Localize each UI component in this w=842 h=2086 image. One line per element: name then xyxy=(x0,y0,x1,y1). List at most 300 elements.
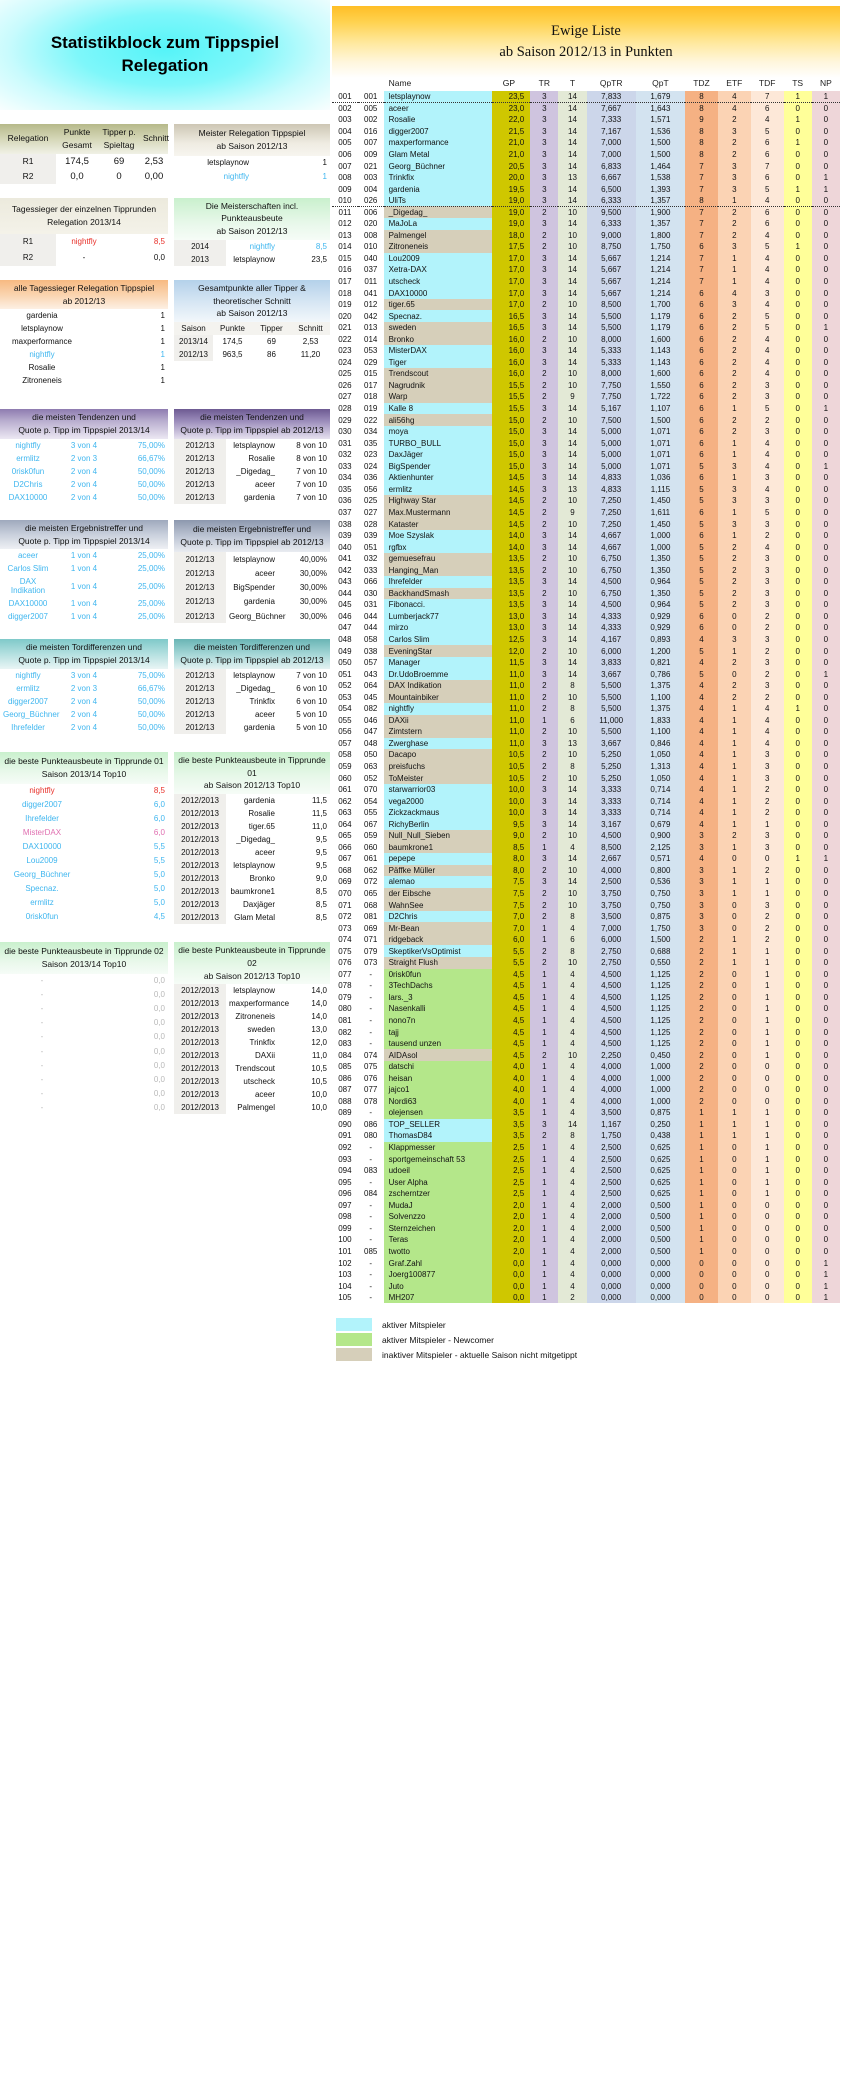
cell-qpt: 1,679 xyxy=(636,91,685,103)
table-row xyxy=(332,899,840,911)
table-row xyxy=(174,156,330,170)
table-row xyxy=(332,484,840,496)
cell-punkte: 0,0 xyxy=(56,169,98,184)
cell-tdf: 1 xyxy=(751,1142,784,1154)
cell-rank: 034 xyxy=(338,473,352,483)
cell-ts: 0 xyxy=(784,1084,812,1096)
table-row xyxy=(332,206,840,218)
cell-tr: 2 xyxy=(530,368,558,380)
cell-quote: 50,00% xyxy=(137,696,165,706)
table-row xyxy=(332,195,840,207)
cell-prev-rank: - xyxy=(369,1039,373,1049)
cell-name: Zitroneneis xyxy=(384,241,492,253)
cell-gp: 4,5 xyxy=(492,1003,531,1015)
cell-name: DAXii xyxy=(254,1051,275,1061)
cell-np: 0 xyxy=(812,518,840,530)
block-title: die meisten Tordifferenzen und Quote p. Tipp im Tippspiel 2013/14 xyxy=(0,639,168,669)
table-row xyxy=(174,1036,330,1049)
cell-ts: 0 xyxy=(784,934,812,946)
cell-etf: 1 xyxy=(718,703,751,715)
cell-etf: 1 xyxy=(718,403,751,415)
cell-prev-rank: - xyxy=(369,1223,373,1233)
cell-etf: 0 xyxy=(718,1211,751,1223)
cell-tr: 2 xyxy=(530,680,558,692)
table-row xyxy=(332,1142,840,1154)
cell-etf: 2 xyxy=(718,414,751,426)
cell-ts: 0 xyxy=(784,1153,812,1165)
table-row xyxy=(174,335,330,348)
cell-name: ali56hg xyxy=(384,414,492,426)
col-header-tdz: TDZ xyxy=(685,78,718,91)
cell-name: datschi xyxy=(384,1061,492,1073)
cell-value: 0,0 xyxy=(153,990,165,1000)
cell-value: 1 xyxy=(160,363,165,373)
cell-name: maxperformance xyxy=(229,999,290,1009)
cell-tr: 3 xyxy=(530,218,558,230)
cell-ts: 1 xyxy=(784,241,812,253)
table-row xyxy=(332,830,840,842)
cell-name: letsplaynow xyxy=(21,324,63,334)
cell-tr: 3 xyxy=(530,160,558,172)
cell-tdf: 7 xyxy=(751,91,784,103)
cell-gp: 9,0 xyxy=(492,830,531,842)
cell-np: 0 xyxy=(812,149,840,161)
cell-name: lars._3 xyxy=(384,992,492,1004)
cell-value: 5,0 xyxy=(153,870,165,880)
cell-tdf: 5 xyxy=(751,183,784,195)
cell-qpt: 1,071 xyxy=(636,449,685,461)
cell-name: baumkrone1 xyxy=(230,887,275,896)
cell-qpt: 0,929 xyxy=(636,622,685,634)
cell-t: 8 xyxy=(558,761,586,773)
cell-prev-rank: 067 xyxy=(364,819,378,829)
cell-name: Päffke Müller xyxy=(384,865,492,877)
cell-qptr: 5,000 xyxy=(587,437,636,449)
cell-tdf: 0 xyxy=(751,1292,784,1304)
cell-prev-rank: 007 xyxy=(364,138,378,148)
cell-etf: 3 xyxy=(718,183,751,195)
cell-tdz: 0 xyxy=(685,1269,718,1281)
cell-gp: 17,0 xyxy=(492,276,531,288)
cell-tdf: 2 xyxy=(751,691,784,703)
cell-etf: 0 xyxy=(718,1269,751,1281)
cell-gp: 17,0 xyxy=(492,287,531,299)
cell-gp: 2,0 xyxy=(492,1223,531,1235)
cell-tdf: 4 xyxy=(751,333,784,345)
cell-year: 2013 xyxy=(174,253,226,266)
table-row xyxy=(332,1246,840,1258)
cell-gp: 6,0 xyxy=(492,934,531,946)
table-row xyxy=(332,588,840,600)
cell-etf: 0 xyxy=(718,1096,751,1108)
cell-etf: 1 xyxy=(718,437,751,449)
table-row xyxy=(332,518,840,530)
cell-ts: 0 xyxy=(784,899,812,911)
cell-ts: 0 xyxy=(784,310,812,322)
cell-rank: 038 xyxy=(338,519,352,529)
cell-name: nightfly xyxy=(223,172,249,182)
cell-rank: 010 xyxy=(332,195,358,207)
cell-ts: 0 xyxy=(784,472,812,484)
cell-t: 4 xyxy=(558,1038,586,1050)
cell-tdz: 6 xyxy=(685,322,718,334)
col-header-relegation: Relegation xyxy=(0,124,56,154)
left-statistics-column xyxy=(0,0,330,1114)
cell-tdz: 7 xyxy=(685,264,718,276)
page-title-line2: Relegation xyxy=(121,56,209,75)
cell-tdz: 4 xyxy=(685,715,718,727)
cell-saison: 2012/13 xyxy=(174,491,226,504)
table-tagessieger-tipprunden xyxy=(0,198,168,266)
cell-qptr: 7,250 xyxy=(587,495,636,507)
cell-tdf: 3 xyxy=(751,391,784,403)
cell-name: pepepe xyxy=(384,853,492,865)
cell-rank: 017 xyxy=(338,277,352,287)
cell-qptr: 8,500 xyxy=(587,299,636,311)
cell-tdf: 4 xyxy=(751,195,784,207)
cell-qptr: 5,667 xyxy=(587,253,636,265)
cell-qptr: 2,500 xyxy=(587,1176,636,1188)
legend-swatch-inactive xyxy=(336,1348,372,1361)
cell-qpt: 1,357 xyxy=(636,218,685,230)
cell-tdz: 5 xyxy=(685,461,718,473)
cell-prev-rank: 081 xyxy=(364,912,378,922)
cell-name: tiger.65 xyxy=(248,822,275,831)
cell-etf: 2 xyxy=(718,322,751,334)
block-title: die meisten Tendenzen und Quote p. Tipp im Tippspiel 2013/14 xyxy=(0,409,168,439)
cell-qptr: 4,500 xyxy=(587,1026,636,1038)
cell-tdz: 1 xyxy=(685,1223,718,1235)
cell-t: 4 xyxy=(558,1188,586,1200)
cell-etf: 2 xyxy=(718,599,751,611)
cell-etf: 0 xyxy=(718,1223,751,1235)
cell-tdf: 0 xyxy=(751,1211,784,1223)
table-row xyxy=(332,911,840,923)
cell-tdz: 4 xyxy=(685,818,718,830)
cell-ts: 0 xyxy=(784,299,812,311)
cell-np: 0 xyxy=(812,1176,840,1188)
table-meisterschaften-punkteausbeute xyxy=(174,198,330,266)
cell-gp: 14,0 xyxy=(492,530,531,542)
cell-name: Trendscout xyxy=(384,368,492,380)
cell-tr: 2 xyxy=(530,888,558,900)
cell-ts: 0 xyxy=(784,911,812,923)
cell-gp: 19,5 xyxy=(492,183,531,195)
cell-etf: 0 xyxy=(718,668,751,680)
cell-t: 10 xyxy=(558,865,586,877)
cell-rank: 053 xyxy=(338,692,352,702)
cell-t: 14 xyxy=(558,472,586,484)
cell-prev-rank: 048 xyxy=(364,738,378,748)
cell-qptr: 4,000 xyxy=(587,1072,636,1084)
table-row xyxy=(174,708,330,721)
block-title: Die Meisterschaften incl. Punkteausbeute ab Saison 2012/13 xyxy=(174,198,330,240)
cell-ts: 0 xyxy=(784,1211,812,1223)
cell-name: starwarrior03 xyxy=(384,784,492,796)
cell-prev-rank: 015 xyxy=(364,369,378,379)
cell-ts: 0 xyxy=(784,680,812,692)
cell-qptr: 2,000 xyxy=(587,1200,636,1212)
cell-name: tiger.65 xyxy=(384,299,492,311)
cell-t: 14 xyxy=(558,437,586,449)
cell-name: - xyxy=(40,990,44,1000)
cell-saison: 2012/13 xyxy=(174,595,226,609)
cell-tr: 1 xyxy=(530,1061,558,1073)
cell-qptr: 3,833 xyxy=(587,657,636,669)
cell-name: Lumberjack77 xyxy=(384,611,492,623)
cell-tdf: 0 xyxy=(751,853,784,865)
cell-gp: 20,5 xyxy=(492,160,531,172)
cell-gp: 3,5 xyxy=(492,1119,531,1131)
block-row-ergebnistreffer xyxy=(0,520,330,624)
cell-name: DAX10000 xyxy=(8,599,48,609)
cell-np: 0 xyxy=(812,1234,840,1246)
col-header-schnitt: Schnitt xyxy=(291,322,330,335)
cell-tipper: 86 xyxy=(267,350,276,359)
cell-np: 0 xyxy=(812,645,840,657)
table-row xyxy=(332,264,840,276)
cell-qpt: 0,550 xyxy=(636,957,685,969)
cell-prev-rank: 070 xyxy=(364,785,378,795)
cell-etf: 0 xyxy=(718,1165,751,1177)
cell-qptr: 8,000 xyxy=(587,333,636,345)
cell-gp: 7,5 xyxy=(492,876,531,888)
cell-ts: 0 xyxy=(784,876,812,888)
cell-von: 6 von 10 xyxy=(296,696,327,706)
page-title xyxy=(41,32,289,78)
cell-tdz: 5 xyxy=(685,576,718,588)
table-row xyxy=(174,581,330,595)
cell-t: 4 xyxy=(558,842,586,854)
cell-qptr: 8,500 xyxy=(587,842,636,854)
cell-qptr: 2,500 xyxy=(587,1188,636,1200)
cell-von: 7 von 10 xyxy=(296,492,327,502)
cell-np: 0 xyxy=(812,576,840,588)
cell-ts: 1 xyxy=(784,703,812,715)
table-row xyxy=(332,149,840,161)
cell-rank: 036 xyxy=(338,496,352,506)
cell-tdz: 4 xyxy=(685,807,718,819)
cell-qptr: 5,500 xyxy=(587,703,636,715)
cell-gp: 16,5 xyxy=(492,322,531,334)
cell-np: 0 xyxy=(812,1188,840,1200)
cell-tdz: 4 xyxy=(685,680,718,692)
cell-np: 0 xyxy=(812,1142,840,1154)
cell-ts: 0 xyxy=(784,403,812,415)
cell-value: 0,0 xyxy=(153,1018,165,1028)
table-row xyxy=(332,1165,840,1177)
cell-qptr: 7,750 xyxy=(587,391,636,403)
cell-np: 0 xyxy=(812,588,840,600)
cell-prev-rank: - xyxy=(369,1154,373,1164)
cell-np: 0 xyxy=(812,992,840,1004)
cell-qpt: 1,500 xyxy=(636,934,685,946)
table-row xyxy=(332,611,840,623)
cell-rank: 051 xyxy=(338,669,352,679)
cell-tdz: 4 xyxy=(685,761,718,773)
cell-prev-rank: 016 xyxy=(364,126,378,136)
table-row xyxy=(332,137,840,149)
cell-rank: 065 xyxy=(338,831,352,841)
cell-tdf: 4 xyxy=(751,541,784,553)
cell-tr: 3 xyxy=(530,484,558,496)
cell-rank: 039 xyxy=(338,531,352,541)
cell-etf: 0 xyxy=(718,992,751,1004)
table-row xyxy=(174,566,330,580)
table-row xyxy=(332,888,840,900)
cell-tdf: 6 xyxy=(751,149,784,161)
cell-etf: 1 xyxy=(718,530,751,542)
cell-qpt: 0,438 xyxy=(636,1130,685,1142)
cell-np: 1 xyxy=(812,1257,840,1269)
cell-qpt: 0,964 xyxy=(636,576,685,588)
cell-gp: 16,0 xyxy=(492,333,531,345)
block-title: die meisten Tordifferenzen und Quote p. Tipp im Tippspiel ab 2012/13 xyxy=(174,639,330,669)
cell-ts: 0 xyxy=(784,1280,812,1292)
cell-prev-rank: 063 xyxy=(364,761,378,771)
cell-name: ToMeister xyxy=(384,772,492,784)
cell-tr: 1 xyxy=(530,980,558,992)
cell-gp: 7,5 xyxy=(492,888,531,900)
cell-t: 10 xyxy=(558,414,586,426)
cell-tdz: 2 xyxy=(685,992,718,1004)
cell-tr: 3 xyxy=(530,253,558,265)
cell-etf: 2 xyxy=(718,310,751,322)
cell-etf: 1 xyxy=(718,807,751,819)
cell-qpt: 1,900 xyxy=(636,206,685,218)
cell-relegation: R1 xyxy=(0,154,56,169)
cell-quote: 25,00% xyxy=(137,599,165,609)
cell-tr: 3 xyxy=(530,738,558,750)
legend-label-active: aktiver Mitspieler xyxy=(382,1319,446,1330)
cell-name: Ihrefelder xyxy=(25,814,59,824)
cell-prev-rank: 065 xyxy=(364,889,378,898)
cell-tdf: 0 xyxy=(751,1257,784,1269)
cell-rank: 056 xyxy=(338,727,352,737)
cell-saison: 2012/13 xyxy=(174,581,226,595)
table-row xyxy=(332,795,840,807)
cell-t: 4 xyxy=(558,1015,586,1027)
cell-tr: 2 xyxy=(530,645,558,657)
cell-name: DAX10000 xyxy=(8,492,48,502)
cell-tdz: 4 xyxy=(685,795,718,807)
cell-rank: 019 xyxy=(338,300,352,310)
table-row xyxy=(332,1269,840,1281)
cell-t: 14 xyxy=(558,818,586,830)
cell-von: 7 von 10 xyxy=(296,670,327,680)
table-row xyxy=(332,253,840,265)
cell-gp: 13,5 xyxy=(492,576,531,588)
cell-gp: 3,5 xyxy=(492,1107,531,1119)
cell-name: gardenia xyxy=(243,597,275,607)
cell-name: Dacapo xyxy=(384,749,492,761)
cell-tdf: 4 xyxy=(751,253,784,265)
cell-name: - xyxy=(40,1088,44,1098)
cell-tr: 1 xyxy=(530,1269,558,1281)
cell-t: 10 xyxy=(558,588,586,600)
cell-name: nightfly xyxy=(384,703,492,715)
cell-prev-rank: 011 xyxy=(364,277,378,287)
table-row xyxy=(332,160,840,172)
cell-name: Graf.Zahl xyxy=(384,1257,492,1269)
cell-tr: 3 xyxy=(530,310,558,322)
cell-gp: 4,5 xyxy=(492,1015,531,1027)
cell-ts: 0 xyxy=(784,830,812,842)
cell-value: 10,0 xyxy=(311,1103,327,1113)
cell-tdf: 3 xyxy=(751,842,784,854)
cell-qptr: 4,833 xyxy=(587,484,636,496)
table-row xyxy=(332,380,840,392)
cell-tr: 3 xyxy=(530,183,558,195)
cell-np: 0 xyxy=(812,865,840,877)
cell-t: 8 xyxy=(558,1130,586,1142)
cell-tr: 1 xyxy=(530,1211,558,1223)
cell-prev-rank: 027 xyxy=(364,507,378,517)
cell-qpt: 1,115 xyxy=(636,484,685,496)
col-header-ts: TS xyxy=(784,78,812,91)
cell-tdf: 1 xyxy=(751,818,784,830)
cell-etf: 0 xyxy=(718,611,751,623)
col-header-name: Name xyxy=(384,78,492,91)
cell-value: 10,5 xyxy=(311,1077,327,1087)
cell-rank: 021 xyxy=(338,323,352,333)
cell-name: Zitroneneis xyxy=(22,376,62,386)
table-row xyxy=(332,1153,840,1165)
table-row xyxy=(0,491,168,504)
cell-qpt: 0,714 xyxy=(636,795,685,807)
cell-tr: 3 xyxy=(530,345,558,357)
cell-name: Lou2009 xyxy=(384,253,492,265)
cell-name: Lou2009 xyxy=(26,856,58,866)
table-row xyxy=(174,439,330,452)
cell-qptr: 5,000 xyxy=(587,461,636,473)
cell-tdz: 8 xyxy=(685,103,718,115)
cell-qptr: 2,000 xyxy=(587,1234,636,1246)
cell-tdf: 6 xyxy=(751,206,784,218)
cell-t: 4 xyxy=(558,1246,586,1258)
cell-ts: 0 xyxy=(784,149,812,161)
cell-ts: 0 xyxy=(784,1061,812,1073)
table-row xyxy=(0,708,168,721)
cell-np: 0 xyxy=(812,842,840,854)
cell-tr: 3 xyxy=(530,876,558,888)
cell-t: 10 xyxy=(558,564,586,576)
table-row xyxy=(174,478,330,491)
cell-gp: 3,5 xyxy=(492,1130,531,1142)
table-row xyxy=(332,599,840,611)
cell-prev-rank: 004 xyxy=(364,184,378,194)
cell-ts: 0 xyxy=(784,1015,812,1027)
cell-ts: 0 xyxy=(784,1292,812,1304)
cell-rank: 079 xyxy=(338,992,352,1002)
cell-tr: 1 xyxy=(530,1015,558,1027)
cell-qpt: 1,722 xyxy=(636,391,685,403)
cell-ts: 0 xyxy=(784,426,812,438)
cell-tdf: 0 xyxy=(751,1096,784,1108)
cell-np: 1 xyxy=(812,1280,840,1292)
cell-ts: 0 xyxy=(784,437,812,449)
cell-tr: 1 xyxy=(530,1153,558,1165)
cell-qpt: 1,071 xyxy=(636,461,685,473)
cell-tr: 3 xyxy=(530,322,558,334)
cell-name: olejensen xyxy=(384,1107,492,1119)
cell-np: 0 xyxy=(812,287,840,299)
cell-np: 0 xyxy=(812,749,840,761)
cell-prev-rank: 055 xyxy=(364,808,378,818)
cell-qpt: 1,125 xyxy=(636,1038,685,1050)
cell-relegation: R2 xyxy=(0,169,56,184)
cell-ts: 0 xyxy=(784,668,812,680)
